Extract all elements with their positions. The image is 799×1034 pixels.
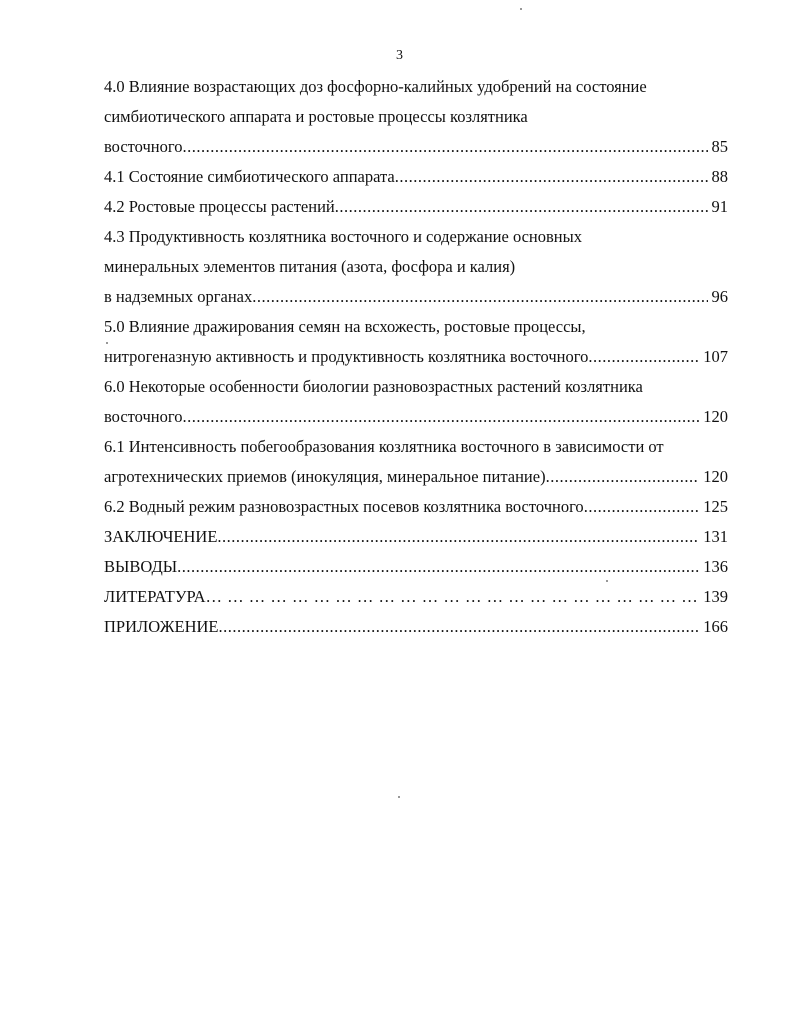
toc-entry-line xyxy=(104,402,728,432)
toc-entry-line xyxy=(104,192,728,222)
toc-entry-line xyxy=(104,252,728,282)
toc-entry-line xyxy=(104,312,728,342)
toc-page-number: 136 xyxy=(703,557,728,576)
dot-leader xyxy=(335,192,708,222)
toc-page-number: 131 xyxy=(703,527,728,546)
dot-leader xyxy=(584,492,700,522)
toc-entry-line xyxy=(104,72,728,102)
toc-entry-line xyxy=(104,522,728,552)
toc-entry-text: 6.0 Некоторые особенности биологии разновозрастных растений козлятника xyxy=(104,377,643,396)
dot-leader xyxy=(252,282,707,312)
toc-entry-text: 4.2 Ростовые процессы растений xyxy=(104,197,335,216)
dot-leader xyxy=(182,402,699,432)
toc-entry-line xyxy=(104,342,728,372)
dot-leader xyxy=(395,162,708,192)
dot-leader xyxy=(218,612,699,642)
toc-entry[interactable] xyxy=(104,192,728,222)
scan-speck xyxy=(606,580,608,582)
toc-entry-line xyxy=(104,372,728,402)
toc-entry-text: нитрогеназную активность и продуктивность козлятника восточного xyxy=(104,347,589,366)
toc-page-number: 166 xyxy=(703,617,728,636)
toc-entry-line xyxy=(104,612,728,642)
toc-entry-text: в надземных органах xyxy=(104,287,253,306)
toc-entry-text: ВЫВОДЫ xyxy=(104,557,178,576)
toc-page-number: 88 xyxy=(711,167,728,186)
toc-entry[interactable] xyxy=(104,162,728,192)
toc-entry-text: симбиотического аппарата и ростовые процессы козлятника xyxy=(104,107,528,126)
toc-entry-text: 5.0 Влияние дражирования семян на всхожесть, ростовые процессы, xyxy=(104,317,586,336)
toc-entry-line xyxy=(104,582,728,612)
dot-leader xyxy=(588,342,699,372)
dot-leader xyxy=(206,582,700,612)
dot-leader xyxy=(177,552,699,582)
table-of-contents xyxy=(104,72,728,642)
toc-entry[interactable] xyxy=(104,582,728,612)
toc-page-number: 85 xyxy=(711,137,728,156)
dot-leader xyxy=(546,462,700,492)
toc-entry[interactable] xyxy=(104,222,728,312)
toc-entry-text: ЛИТЕРАТУРА xyxy=(104,587,206,606)
toc-entry-text: восточного xyxy=(104,137,183,156)
toc-entry-text: 6.2 Водный режим разновозрастных посевов козлятника восточного xyxy=(104,497,584,516)
scan-speck xyxy=(398,796,400,798)
toc-entry-line xyxy=(104,102,728,132)
dot-leader xyxy=(217,522,699,552)
scan-speck xyxy=(106,342,108,344)
toc-entry-line xyxy=(104,222,728,252)
toc-entry[interactable] xyxy=(104,552,728,582)
toc-entry-text: ЗАКЛЮЧЕНИЕ xyxy=(104,527,218,546)
page-number: 3 xyxy=(396,48,403,63)
toc-entry-text: минеральных элементов питания (азота, фосфора и калия) xyxy=(104,257,516,276)
toc-entry-text: агротехнических приемов (инокуляция, минеральное питание) xyxy=(104,467,546,486)
toc-page-number: 96 xyxy=(711,287,728,306)
toc-entry[interactable] xyxy=(104,612,728,642)
toc-entry-text: ПРИЛОЖЕНИЕ xyxy=(104,617,219,636)
toc-entry-text: 6.1 Интенсивность побегообразования козлятника восточного в зависимости от xyxy=(104,437,664,456)
toc-entry-line xyxy=(104,162,728,192)
toc-entry-line xyxy=(104,432,728,462)
toc-entry-text: 4.0 Влияние возрастающих доз фосфорно-калийных удобрений на состояние xyxy=(104,77,647,96)
scan-speck xyxy=(520,8,522,10)
toc-entry-line xyxy=(104,492,728,522)
toc-page-number: 91 xyxy=(711,197,728,216)
toc-page-number: 120 xyxy=(703,467,728,486)
toc-entry-line xyxy=(104,132,728,162)
toc-page-number: 107 xyxy=(703,347,728,366)
toc-entry[interactable] xyxy=(104,522,728,552)
toc-entry-line xyxy=(104,282,728,312)
toc-entry[interactable] xyxy=(104,72,728,162)
toc-entry-line xyxy=(104,462,728,492)
toc-entry-text: восточного xyxy=(104,407,183,426)
toc-page-number: 125 xyxy=(703,497,728,516)
toc-page-number: 120 xyxy=(703,407,728,426)
toc-entry[interactable] xyxy=(104,372,728,432)
toc-entry[interactable] xyxy=(104,432,728,492)
toc-entry-text: 4.3 Продуктивность козлятника восточного и содержание основных xyxy=(104,227,582,246)
dot-leader xyxy=(182,132,707,162)
toc-entry-text: 4.1 Состояние симбиотического аппарата xyxy=(104,167,395,186)
toc-entry-line xyxy=(104,552,728,582)
toc-page-number: 139 xyxy=(703,587,728,606)
toc-entry[interactable] xyxy=(104,492,728,522)
toc-entry[interactable] xyxy=(104,312,728,372)
